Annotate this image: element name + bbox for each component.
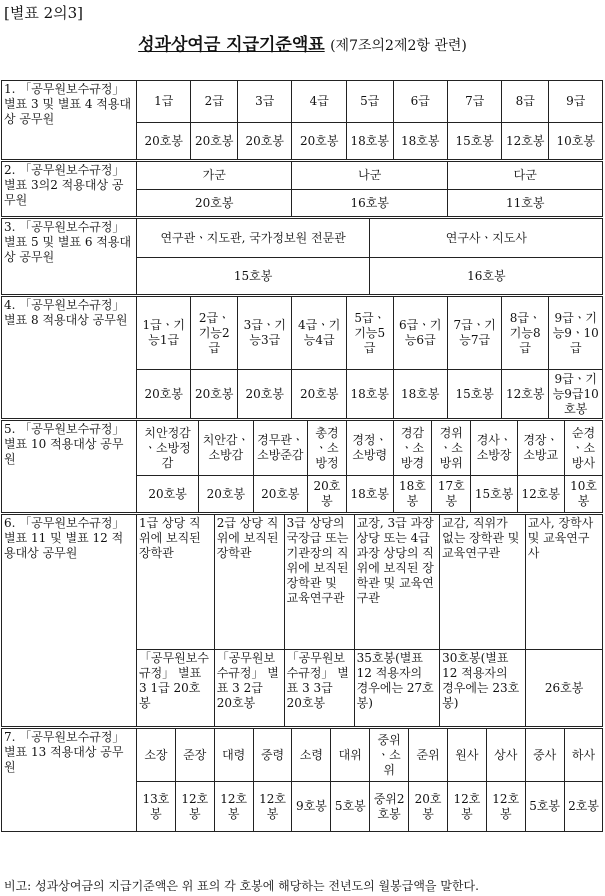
footnote: 비고: 성과상여금의 지급기준액은 위 표의 각 호봉에 해당하는 전년도의 월봉급액을 말한다. (4, 879, 479, 893)
r4-grade: 4급ㆍ기능4급 (292, 296, 346, 370)
r7-value: 13호봉 (137, 782, 176, 832)
r1-value: 20호봉 (292, 123, 346, 161)
r5-grade: 치안정감ㆍ소방정감 (137, 420, 199, 476)
r1-value: 12호봉 (502, 123, 549, 161)
r5-value: 20호봉 (199, 476, 253, 514)
row5-label: 5. 「공무원보수규정」 별표 10 적용대상 공무원 (2, 420, 137, 514)
r6-value: 「공무원보수규정」 별표 3 3급 20호봉 (284, 650, 354, 728)
r6-position: 2급 상당 직위에 보직된 장학관 (214, 514, 284, 650)
r7-value: 중위2호봉 (370, 782, 409, 832)
r7-value: 12호봉 (175, 782, 214, 832)
r7-value: 12호봉 (486, 782, 525, 832)
salary-criteria-table (1, 80, 603, 832)
r7-rank: 준장 (175, 728, 214, 782)
r3-grade: 연구관ㆍ지도관, 국가정보원 전문관 (137, 218, 370, 258)
r4-value: 20호봉 (137, 370, 191, 420)
r5-grade: 치안감ㆍ소방감 (199, 420, 253, 476)
r1-grade: 6급 (393, 81, 447, 123)
r5-grade: 경사ㆍ소방장 (471, 420, 518, 476)
r7-value: 12호봉 (253, 782, 292, 832)
r1-grade: 3급 (238, 81, 292, 123)
r5-value: 18호봉 (393, 476, 432, 514)
r7-value: 12호봉 (447, 782, 486, 832)
r1-value: 20호봉 (137, 123, 191, 161)
row2-label: 2. 「공무원보수규정」 별표 3의2 적용대상 공무원 (2, 161, 137, 218)
r5-grade: 총경ㆍ소방정 (308, 420, 347, 476)
r1-value: 18호봉 (393, 123, 447, 161)
r4-grade: 8급ㆍ기능8급 (502, 296, 549, 370)
r2-value: 11호봉 (447, 190, 602, 218)
r6-position: 3급 상당의 국장급 또는 기관장의 직위에 보직된 장학관 및 교육연구관 (284, 514, 354, 650)
r7-rank: 중사 (525, 728, 564, 782)
r7-rank: 중령 (253, 728, 292, 782)
r6-value: 35호봉(별표 12 적용자의 경우에는 27호봉) (354, 650, 439, 728)
r6-position: 교장, 3급 과장 상당 또는 4급 과장 상당의 직위에 보직된 장학관 및 교육연구관 (354, 514, 439, 650)
r4-grade: 5급ㆍ기능5급 (346, 296, 393, 370)
row4-label: 4. 「공무원보수규정」 별표 8 적용대상 공무원 (2, 296, 137, 420)
r7-rank: 대령 (214, 728, 253, 782)
r1-value: 20호봉 (238, 123, 292, 161)
r5-grade: 경장ㆍ소방교 (517, 420, 564, 476)
r7-value: 20호봉 (409, 782, 448, 832)
r7-rank: 중위ㆍ소위 (370, 728, 409, 782)
r1-grade: 9급 (549, 81, 603, 123)
r4-value: 18호봉 (346, 370, 393, 420)
r7-rank: 하사 (564, 728, 603, 782)
r7-value: 12호봉 (214, 782, 253, 832)
r2-grade: 나군 (292, 161, 447, 190)
row3-label: 3. 「공무원보수규정」 별표 5 및 별표 6 적용대상 공무원 (2, 218, 137, 296)
r4-value: 20호봉 (292, 370, 346, 420)
r1-grade: 1급 (137, 81, 191, 123)
r5-value: 18호봉 (346, 476, 393, 514)
r4-value: 12호봉 (502, 370, 549, 420)
r4-grade: 6급ㆍ기능6급 (393, 296, 447, 370)
r2-grade: 다군 (447, 161, 602, 190)
r5-grade: 순경ㆍ소방사 (564, 420, 603, 476)
r6-value: 26호봉 (525, 650, 603, 728)
r1-value: 10호봉 (549, 123, 603, 161)
r5-value: 17호봉 (432, 476, 471, 514)
row1-label: 1. 「공무원보수규정」 별표 3 및 별표 4 적용대상 공무원 (2, 81, 137, 161)
r7-value: 9호봉 (292, 782, 331, 832)
r5-value: 10호봉 (564, 476, 603, 514)
r1-grade: 8급 (502, 81, 549, 123)
row7-label: 7. 「공무원보수규정」 별표 13 적용대상 공무원 (2, 728, 137, 832)
r5-value: 15호봉 (471, 476, 518, 514)
r4-value: 20호봉 (191, 370, 238, 420)
r6-position: 교사, 장학사 및 교육연구사 (525, 514, 603, 650)
r3-value: 16호봉 (370, 258, 603, 296)
r4-value: 20호봉 (238, 370, 292, 420)
r5-value: 20호봉 (253, 476, 307, 514)
r4-grade: 3급ㆍ기능3급 (238, 296, 292, 370)
r4-grade: 7급ㆍ기능7급 (447, 296, 501, 370)
r4-grade: 9급ㆍ기능9ㆍ10급 (549, 296, 603, 370)
r1-value: 20호봉 (191, 123, 238, 161)
r3-grade: 연구사ㆍ지도사 (370, 218, 603, 258)
r3-value: 15호봉 (137, 258, 370, 296)
title-subtitle: (제7조의2제2항 관련) (330, 38, 467, 54)
r7-value: 2호봉 (564, 782, 603, 832)
r4-grade: 2급ㆍ기능2급 (191, 296, 238, 370)
r7-rank: 준위 (409, 728, 448, 782)
r5-value: 20호봉 (308, 476, 347, 514)
r6-value: 30호봉(별표 12 적용자의 경우에는 23호봉) (440, 650, 526, 728)
appendix-label: [별표 2의3] (4, 4, 84, 22)
r7-rank: 원사 (447, 728, 486, 782)
r7-value: 5호봉 (331, 782, 370, 832)
title-main: 성과상여금 지급기준액표 (138, 35, 325, 55)
r5-grade: 경위ㆍ소방위 (432, 420, 471, 476)
r6-position: 1급 상당 직위에 보직된 장학관 (137, 514, 215, 650)
r1-grade: 2급 (191, 81, 238, 123)
r6-value: 「공무원보수규정」 별표 3 2급 20호봉 (214, 650, 284, 728)
r2-value: 16호봉 (292, 190, 447, 218)
r1-grade: 4급 (292, 81, 346, 123)
r5-value: 20호봉 (137, 476, 199, 514)
r5-grade: 경감ㆍ소방경 (393, 420, 432, 476)
page-title (0, 30, 605, 55)
r1-value: 18호봉 (346, 123, 393, 161)
r4-value: 18호봉 (393, 370, 447, 420)
r7-value: 5호봉 (525, 782, 564, 832)
r1-grade: 5급 (346, 81, 393, 123)
r2-grade: 가군 (137, 161, 292, 190)
r1-grade: 7급 (447, 81, 501, 123)
r7-rank: 소령 (292, 728, 331, 782)
r4-value: 9급ㆍ기능9급10호봉 (549, 370, 603, 420)
r5-grade: 경무관ㆍ소방준감 (253, 420, 307, 476)
row6-label: 6. 「공무원보수규정」 별표 11 및 별표 12 적용대상 공무원 (2, 514, 137, 728)
r6-value: 「공무원보수규정」 별표 3 1급 20호봉 (137, 650, 215, 728)
r7-rank: 소장 (137, 728, 176, 782)
r6-position: 교감, 직위가 없는 장학관 및 교육연구관 (440, 514, 526, 650)
r7-rank: 대위 (331, 728, 370, 782)
r4-value: 15호봉 (447, 370, 501, 420)
r1-value: 15호봉 (447, 123, 501, 161)
r4-grade: 1급ㆍ기능1급 (137, 296, 191, 370)
r7-rank: 상사 (486, 728, 525, 782)
r5-value: 12호봉 (517, 476, 564, 514)
r2-value: 20호봉 (137, 190, 292, 218)
r5-grade: 경정ㆍ소방령 (346, 420, 393, 476)
